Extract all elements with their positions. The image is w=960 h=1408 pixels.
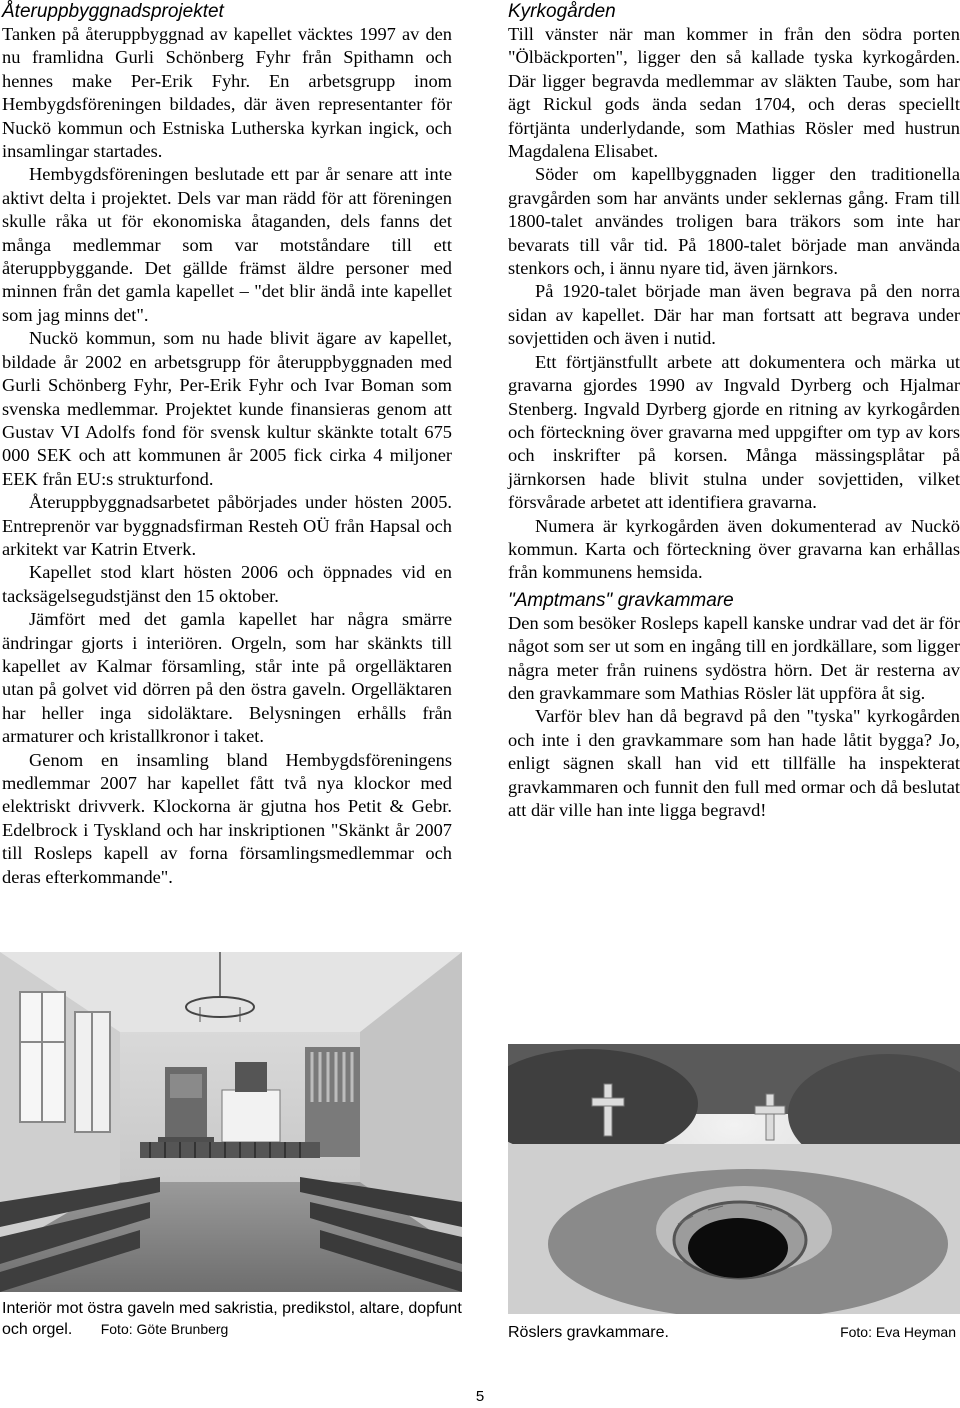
- left-column: [2, 0, 452, 889]
- left-photo-caption: [2, 1298, 462, 1340]
- paragraph: Genom en insamling bland Hembygdsföreningens medlemmar 2007 har kapellet fått två nya klockor med elektriskt drivverk. Klockorna är gjutna hos Petit & Gebr. Edelbrock i Tyskland och har inskriptionen "Skänkt år 2007 till Rosleps kapell av forna församlingsmedlemmar och deras efterkommande".: [2, 749, 452, 887]
- burial-chamber-photo: [508, 1044, 960, 1314]
- right-column: [508, 0, 960, 822]
- paragraph: Jämfört med det gamla kapellet har några smärre ändringar gjorts i interiören. Orgeln, som har skänkts till kapellet av Kalmar församling, står inte på orgelläktaren utan på golvet vid dörren på den östra gaveln. Orgelläktaren har heller inga sidoläktare. Belysningen erhålls från armaturer och kristallkronor i taket.: [2, 609, 452, 747]
- paragraph: Kapellet stod klart hösten 2006 och öppnades vid en tacksägelsegudstjänst den 15 oktober.: [2, 562, 452, 606]
- paragraph: Den som besöker Rosleps kapell kanske undrar vad det är för något som ser ut som en ingång till en jordkällare, som ligger några meter från ruinens sydöstra hörn. Det är resterna av den gravkammare som Mathias Rösler lät uppföra åt sig.: [508, 612, 960, 703]
- paragraph: Tanken på återuppbyggnad av kapellet väcktes 1997 av den nu framlidna Gurli Schönberg Fyhr från Spithamn och hennes make Per-Erik Fyhr. En arbetsgrupp inom Hembygdsföreningen bildades, där även representanter för Nuckö kommun och Estniska Lutherska kyrkan ingick, och insamlingar startades.: [2, 24, 452, 162]
- section-heading-burial-chamber: "Amptmans" gravkammare: [508, 589, 734, 611]
- paragraph: Nuckö kommun, som nu hade blivit ägare av kapellet, bildade år 2002 en arbetsgrupp för återuppbyggnaden med Gurli Schönberg Fyhr, Per-Erik Fyhr och Ivar Boman som svenska medlemmar. Projektet kunde finansieras genom att Gustav VI Adolfs fond för svensk kultur skänkte totalt 675 000 SEK och att kommunen år 2005 fick cirka 4 miljoner EEK från EU:s strukturfond.: [2, 328, 452, 489]
- page-number: 5: [475, 1388, 485, 1405]
- right-photo-caption: [508, 1322, 960, 1343]
- caption-text: Interiör mot östra gaveln med sakristia, predikstol, altare, dopfunt och orgel.: [2, 1300, 462, 1338]
- photo-credit: Foto: Eva Heyman: [840, 1324, 956, 1340]
- chapel-interior-photo: [0, 952, 462, 1292]
- section-heading-cemetery: Kyrkogården: [508, 1, 616, 22]
- photo-credit: Foto: Göte Brunberg: [100, 1321, 229, 1337]
- paragraph: Söder om kapellbyggnaden ligger den traditionella gravgården som har använts under seklernas gång. Fram till 1800-talet användes troligen bara träkors som inte har bevarats till vår tid. På 1800-talet började man använda stenkors och, i ännu nyare tid, även järnkors.: [508, 164, 960, 279]
- section-heading-reconstruction: Återuppbyggnadsprojektet: [2, 1, 224, 22]
- paragraph: Återuppbyggnadsarbetet påbörjades under hösten 2005. Entreprenör var byggnadsfirman Resteh OÜ från Hapsal och arkitekt var Katrin Etverk.: [2, 492, 452, 559]
- paragraph: Numera är kyrkogården även dokumenterad av Nuckö kommun. Karta och förteckning över gravarna kan erhållas från kommunens hemsida.: [508, 515, 960, 583]
- paragraph: Varför blev han då begravd på den "tyska" kyrkogården och inte i den gravkammare som han hade låtit bygga? Jo, enligt sägnen skall han vid ett tillfälle ha inspekterat gravkammaren och funnit den full med ormar och då beslutat att där ville han inte ligga begravd!: [508, 706, 960, 820]
- paragraph: Ett förtjänstfullt arbete att dokumentera och märka ut gravarna gjordes 1990 av Ingvald Dyrberg och Hjalmar Stenberg. Ingvald Dyrberg gjorde en ritning av kyrkogården och förteckning över gravarna med uppgifter om typ av kors och inskrifter på korsen. Många mässingsplåtar på järnkorsen hade blivit stulna under sovjettiden, vilket försvårade arbetet att identifiera gravarna.: [508, 351, 960, 513]
- caption-text: Röslers gravkammare.: [508, 1324, 669, 1341]
- paragraph: På 1920-talet började man även begrava på den norra sidan av kapellet. Där har man fortsatt att begrava under sovjettiden och även i nutid.: [508, 281, 960, 349]
- paragraph: Hembygdsföreningen beslutade ett par år senare att inte aktivt delta i projektet. Dels var man rädd för att föreningen skulle råka ut för ekonomiska åtaganden, dels fanns det många medlemmar som var motståndare till ett återuppbyggande. Det gällde främst äldre personer med minnen från det gamla kapellet – "det blir ändå inte kapellet som jag minns det".: [2, 164, 452, 325]
- paragraph: Till vänster när man kommer in från den södra porten "Ölbäckporten", ligger den så kallade tyska kyrkogården. Där ligger begravda medlemmar av släkten Taube, som har ägt Rickul gods ända sedan 1704, och deras speciellt förtjänta underlydande, som Mathias Rösler med hustrun Magdalena Elisabet.: [508, 24, 960, 162]
